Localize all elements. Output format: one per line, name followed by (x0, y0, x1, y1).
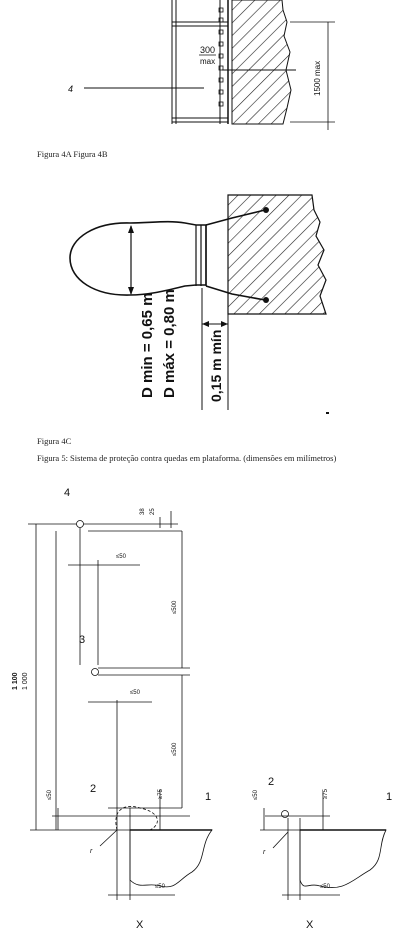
dim-38: 38 (140, 508, 146, 515)
callout-4-label: 4 (68, 84, 74, 94)
caption-figure-5: Figura 5: Sistema de proteção contra quedas em plataforma. (dimensões em milímetros) (37, 453, 337, 463)
r-dim-le50-bottom: ≤50 (320, 884, 330, 890)
dim-le500-a: ≤500 (172, 600, 178, 614)
dim-1000: 1 000 (22, 672, 29, 690)
dim-1100: 1 100 (12, 672, 19, 690)
dim-1500-max-text: 1500 max (313, 60, 322, 96)
dim-300-text: 300 (200, 45, 216, 55)
figure-4c-drawing (0, 180, 411, 420)
callout-4: 4 (64, 487, 71, 499)
figure-4ab-drawing (0, 0, 411, 140)
section-x-label: X (136, 919, 144, 931)
dim-25: 25 (150, 508, 156, 515)
dim-le50-bottom: ≤50 (155, 884, 165, 890)
r-callout-1: 1 (386, 791, 393, 803)
dmin-label: D min = 0,65 m (139, 292, 156, 398)
callout-2: 2 (90, 783, 97, 795)
dim-max-text: max (200, 57, 216, 66)
r-section-x-label: X (306, 919, 314, 931)
r-dim-le50-left: ≤50 (253, 790, 259, 800)
dim-le50-left: ≤50 (47, 790, 53, 800)
caption-figure-4ab: Figura 4A Figura 4B (37, 149, 108, 159)
r-callout-2: 2 (268, 776, 275, 788)
r-dim-ge75: ≥75 (323, 789, 329, 799)
callout-1: 1 (205, 791, 212, 803)
figure-5-drawing (0, 480, 411, 939)
dim-le500-b: ≤500 (172, 742, 178, 756)
radius-label: r (90, 848, 93, 855)
dim-le50-a: ≤50 (116, 554, 126, 560)
dmax-label: D máx = 0,80 m (161, 289, 178, 398)
caption-figure-4c: Figura 4C (37, 436, 72, 446)
dim-le50-b: ≤50 (130, 690, 140, 696)
callout-3: 3 (79, 634, 86, 646)
dim-ge75: ≥75 (158, 789, 164, 799)
gap-label: 0,15 m mín (208, 329, 224, 402)
r-radius-label: r (263, 849, 266, 856)
